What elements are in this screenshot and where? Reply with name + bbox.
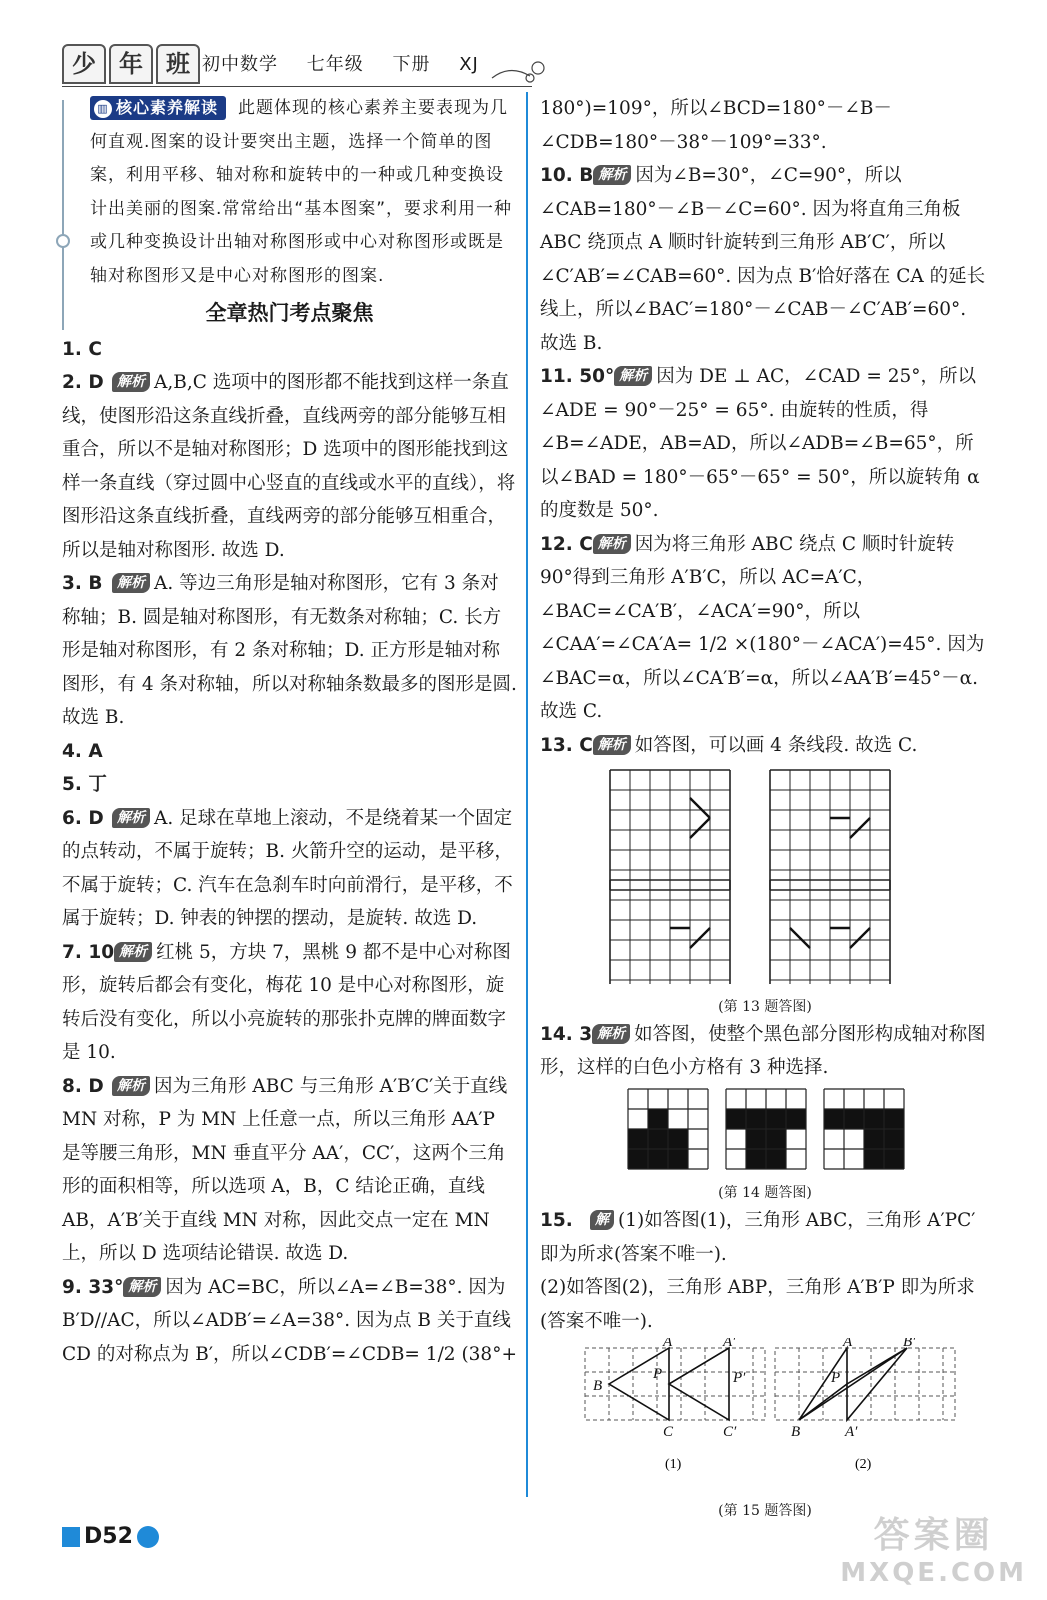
item-number: 4. A [62, 740, 103, 762]
page-header [62, 44, 542, 88]
fig15-label: P [653, 1366, 663, 1382]
fig15-label: A [663, 1338, 673, 1350]
fig15-sub-caption: (1) [665, 1457, 682, 1472]
item-text-part2: (2)如答图(2)，三角形 ABP，三角形 A′B′P 即为所求(答案不唯一). [540, 1277, 975, 1332]
core-literacy-box [62, 92, 517, 293]
item-number: 14. 3 [540, 1023, 593, 1045]
fig15-label: P [831, 1370, 841, 1386]
item-text: A,B,C 选项中的图形都不能找到这样一条直线，使图形沿这条直线折叠，直线两旁的部分能够互相重合，所以不是轴对称图形；D 选项中的图形能找到这样一条直线（穿过圆中心竖直的直线或水平的直线），将图形沿这条直线折叠，直线两旁的部分能够互相重合，所以是轴对称图形. 故选 D. [62, 372, 516, 561]
item-number: 12. C [540, 533, 593, 555]
item-text: 因为将三角形 ABC 绕点 C 顺时针旋转 90°得到三角形 A′B′C，所以 AC=A′C，∠BAC=∠CA′B′，∠ACA′=90°，所以∠CAA′=∠CA′A= 1/2 ×(180°－∠ACA′)=45°. 因为∠BAC=α，所以∠CA′B′=α，所以∠AA′B′=45°－α. 故选 C. [540, 533, 985, 722]
analysis-tag: 解析 [112, 1076, 150, 1096]
black-cell [864, 1129, 884, 1149]
book-info [202, 50, 501, 76]
answer-segment [850, 818, 870, 838]
answer-segment [690, 818, 710, 838]
left-column [62, 92, 517, 1371]
black-cell [746, 1129, 766, 1149]
item-text: A. 等边三角形是轴对称图形，它有 3 条对称轴；B. 圆是轴对称图形，有无数条对称轴；C. 长方形是轴对称图形，有 2 条对称轴；D. 正方形是轴对称图形，有 4 条对称轴，所以对称轴条数最多的图形是圆. 故选 B. [62, 573, 517, 728]
black-cell [726, 1109, 746, 1129]
item-number: 13. C [540, 734, 593, 756]
black-cell [864, 1109, 884, 1129]
analysis-tag: 解析 [593, 735, 631, 755]
black-cell [628, 1129, 648, 1149]
watermark-title: 答案圈 [873, 1515, 994, 1556]
item-number: 8. D [62, 1075, 104, 1097]
answer-item [62, 567, 517, 735]
black-cell [824, 1109, 844, 1129]
black-cell [844, 1109, 864, 1129]
black-cell [648, 1129, 668, 1149]
logo-char: 班 [156, 44, 200, 84]
figure-13 [540, 762, 990, 1018]
header-decoration-icon [490, 56, 550, 88]
item-text: 因为三角形 ABC 与三角形 A′B′C′关于直线 MN 对称，P 为 MN 上任意一点，所以三角形 AA′P 是等腰三角形，MN 垂直平分 AA′，CC′，这两个三角形的面积相等，所以选项 A，B，C 结论正确，直线 AB，A′B′关于直线 MN 对称，因此交点一定在 MN 上，所以 D 选项结论错误. 故选 D. [62, 1075, 508, 1264]
core-side-bar [62, 100, 64, 330]
answer-item [62, 333, 517, 367]
black-cell [884, 1149, 904, 1169]
analysis-tag: 解析 [112, 573, 150, 593]
volume: 下册 [392, 54, 431, 75]
figure-15-caption: (第 15 题答图) [718, 1502, 812, 1519]
subject: 初中数学 [202, 54, 278, 75]
fig15-label: A′ [845, 1424, 858, 1440]
item-number: 3. B [62, 573, 103, 594]
fig15-label: P′ [733, 1370, 746, 1386]
figure-13-grids [580, 762, 950, 984]
answer-item [540, 360, 990, 528]
black-cell [884, 1129, 904, 1149]
core-literacy-tag [90, 96, 226, 120]
item-text: 180°)=109°，所以∠BCD=180°－∠B－∠CDB=180°－38°－109°=33°. [540, 98, 892, 153]
item-text-part1: (1)如答图(1)，三角形 ABC，三角形 A′PC′即为所求(答案不唯一). [540, 1210, 976, 1265]
core-tag-label: 核心素养解读 [116, 98, 219, 117]
page-number-text: D52 [84, 1524, 133, 1549]
answer-item [62, 768, 517, 802]
analysis-tag: 解析 [614, 366, 652, 386]
black-cell [746, 1109, 766, 1129]
answer-item [62, 1070, 517, 1271]
answer-list-left [62, 333, 517, 1372]
item-text: 如答图，可以画 4 条线段. 故选 C. [634, 734, 918, 756]
black-cell [648, 1149, 668, 1169]
item-number: 6. D [62, 807, 104, 829]
figure-14-grids [620, 1085, 910, 1171]
item-text: 如答图，使整个黑色部分图形构成轴对称图形，这样的白色小方格有 3 种选择. [540, 1023, 986, 1078]
black-cell [766, 1129, 786, 1149]
black-cell [648, 1109, 668, 1129]
analysis-tag: 解析 [112, 808, 150, 828]
header-divider [62, 86, 532, 87]
black-cell [864, 1149, 884, 1169]
analysis-tag: 解析 [114, 942, 152, 962]
item-number: 2. D [62, 372, 104, 393]
fig15-label: A [843, 1338, 853, 1350]
answer-item-15 [540, 1204, 990, 1338]
answer-segment [790, 928, 810, 948]
fig15-triangles-1 [609, 1348, 729, 1420]
item-text: 因为 DE ⊥ AC，∠CAD = 25°，所以∠ADE = 90°－25° = 65°. 由旋转的性质，得∠B=∠ADE，AB=AD，所以∠ADB=∠B=65°，所以∠BAD = 180°－65°－65° = 50°，所以旋转角 α 的度数是 50°. [540, 366, 980, 521]
page-bar-icon [62, 1527, 80, 1547]
logo-char: 少 [62, 44, 106, 84]
core-literacy-text [90, 92, 517, 293]
black-cell [668, 1129, 688, 1149]
fig15-label: A′ [723, 1338, 736, 1350]
analysis-tag: 解析 [593, 165, 631, 185]
core-knob-icon [56, 234, 70, 248]
fig15-label: C′ [723, 1424, 737, 1440]
page-number [62, 1524, 159, 1549]
black-cell [746, 1149, 766, 1169]
black-cell [884, 1109, 904, 1129]
black-cell [786, 1109, 806, 1129]
grade: 七年级 [306, 54, 364, 75]
black-cell [668, 1149, 688, 1169]
figure-15 [540, 1338, 990, 1522]
page-dot-icon [137, 1526, 159, 1548]
fig15-sub-caption: (2) [855, 1457, 872, 1472]
brand-logo [62, 44, 200, 82]
item-number: 1. C [62, 338, 102, 360]
item-number: 7. 10 [62, 941, 115, 963]
answer-item [540, 92, 990, 159]
answer-segment [850, 928, 870, 948]
answer-segment [690, 928, 710, 948]
edition: XJ [459, 54, 479, 75]
fig15-grid-2 [775, 1348, 955, 1420]
answer-item-14 [540, 1018, 990, 1085]
answer-item [62, 936, 517, 1070]
item-text: A. 足球在草地上滚动，不是绕着某一个固定的点转动，不属于旋转；B. 火箭升空的运动，是平移，不属于旋转；C. 汽车在急刹车时向前滑行，是平移，不属于旋转；D. 钟表的钟摆的摆动，是旋转. 故选 D. [62, 807, 513, 929]
answer-item [540, 159, 990, 360]
answer-item [62, 735, 517, 769]
answer-item [540, 528, 990, 729]
item-text: 因为 AC=BC，所以∠A=∠B=38°. 因为 B′D//AC，所以∠ADB′=∠A=38°. 因为点 B 关于直线 CD 的对称点为 B′，所以∠CDB′=∠CDB= 1/2 (38°+ [62, 1276, 517, 1365]
fig15-label: C [663, 1424, 674, 1440]
answer-segment [690, 798, 710, 818]
column-divider [526, 92, 528, 1497]
fig15-label: B [593, 1378, 603, 1394]
figure-13-caption: (第 13 题答图) [718, 998, 812, 1015]
solution-tag: 解 [590, 1210, 614, 1230]
fig15-label: B′ [903, 1338, 916, 1350]
black-cell [766, 1109, 786, 1129]
figure-14 [540, 1085, 990, 1205]
answer-item [62, 1271, 517, 1372]
watermark [840, 1507, 1027, 1588]
item-text: 因为∠B=30°，∠C=90°，所以∠CAB=180°－∠B－∠C=60°. 因为将直角三角板 ABC 绕顶点 A 顺时针旋转到三角形 AB′C′，所以∠C′AB′=∠CAB=60°. 因为点 B′恰好落在 CA 的延长线上，所以∠BAC′=180°－∠CAB－∠C′AB′=60°. 故选 B. [540, 165, 986, 354]
core-text-body: 此题体现的核心素养主要表现为几何直观.图案的设计要突出主题，选择一个简单的图案，利用平移、轴对称和旋转中的一种或几种变换设计出美丽的图案.常常给出“基本图案”，要求利用一种或几种变换设计出轴对称图形或中心对称图形或既是轴对称图形又是中心对称图形的图案. [90, 98, 513, 286]
section-title: 全章热门考点聚焦 [205, 301, 374, 325]
fig15-label: B [791, 1424, 801, 1440]
item-number: 10. B [540, 165, 594, 186]
answer-list-right [540, 92, 990, 762]
item-number: 5. 丁 [62, 774, 107, 795]
logo-char: 年 [109, 44, 153, 84]
analysis-tag: 解析 [112, 372, 150, 392]
analysis-tag: 解析 [592, 1024, 630, 1044]
bars-icon: ▥ [94, 100, 112, 118]
answer-item [540, 729, 990, 763]
item-text: 红桃 5，方块 7，黑桃 9 都不是中心对称图形，旋转后都会有变化，梅花 10 是中心对称图形，旋转后没有变化，所以小亮旋转的那张扑克牌的牌面数字是 10. [62, 941, 511, 1063]
figure-15-diagram [565, 1338, 965, 1488]
item-number: 11. 50° [540, 366, 615, 387]
black-cell [766, 1149, 786, 1169]
watermark-url: MXQE.COM [840, 1558, 1027, 1588]
answer-item [62, 366, 517, 567]
fig15-triangles-2 [799, 1348, 907, 1420]
analysis-tag: 解析 [123, 1277, 161, 1297]
item-number: 15. [540, 1210, 573, 1231]
figure-14-caption: (第 14 题答图) [718, 1185, 812, 1201]
item-number: 9. 33° [62, 1276, 124, 1298]
black-cell [628, 1149, 648, 1169]
analysis-tag: 解析 [593, 534, 631, 554]
answer-item [62, 802, 517, 936]
right-column [540, 92, 990, 1522]
